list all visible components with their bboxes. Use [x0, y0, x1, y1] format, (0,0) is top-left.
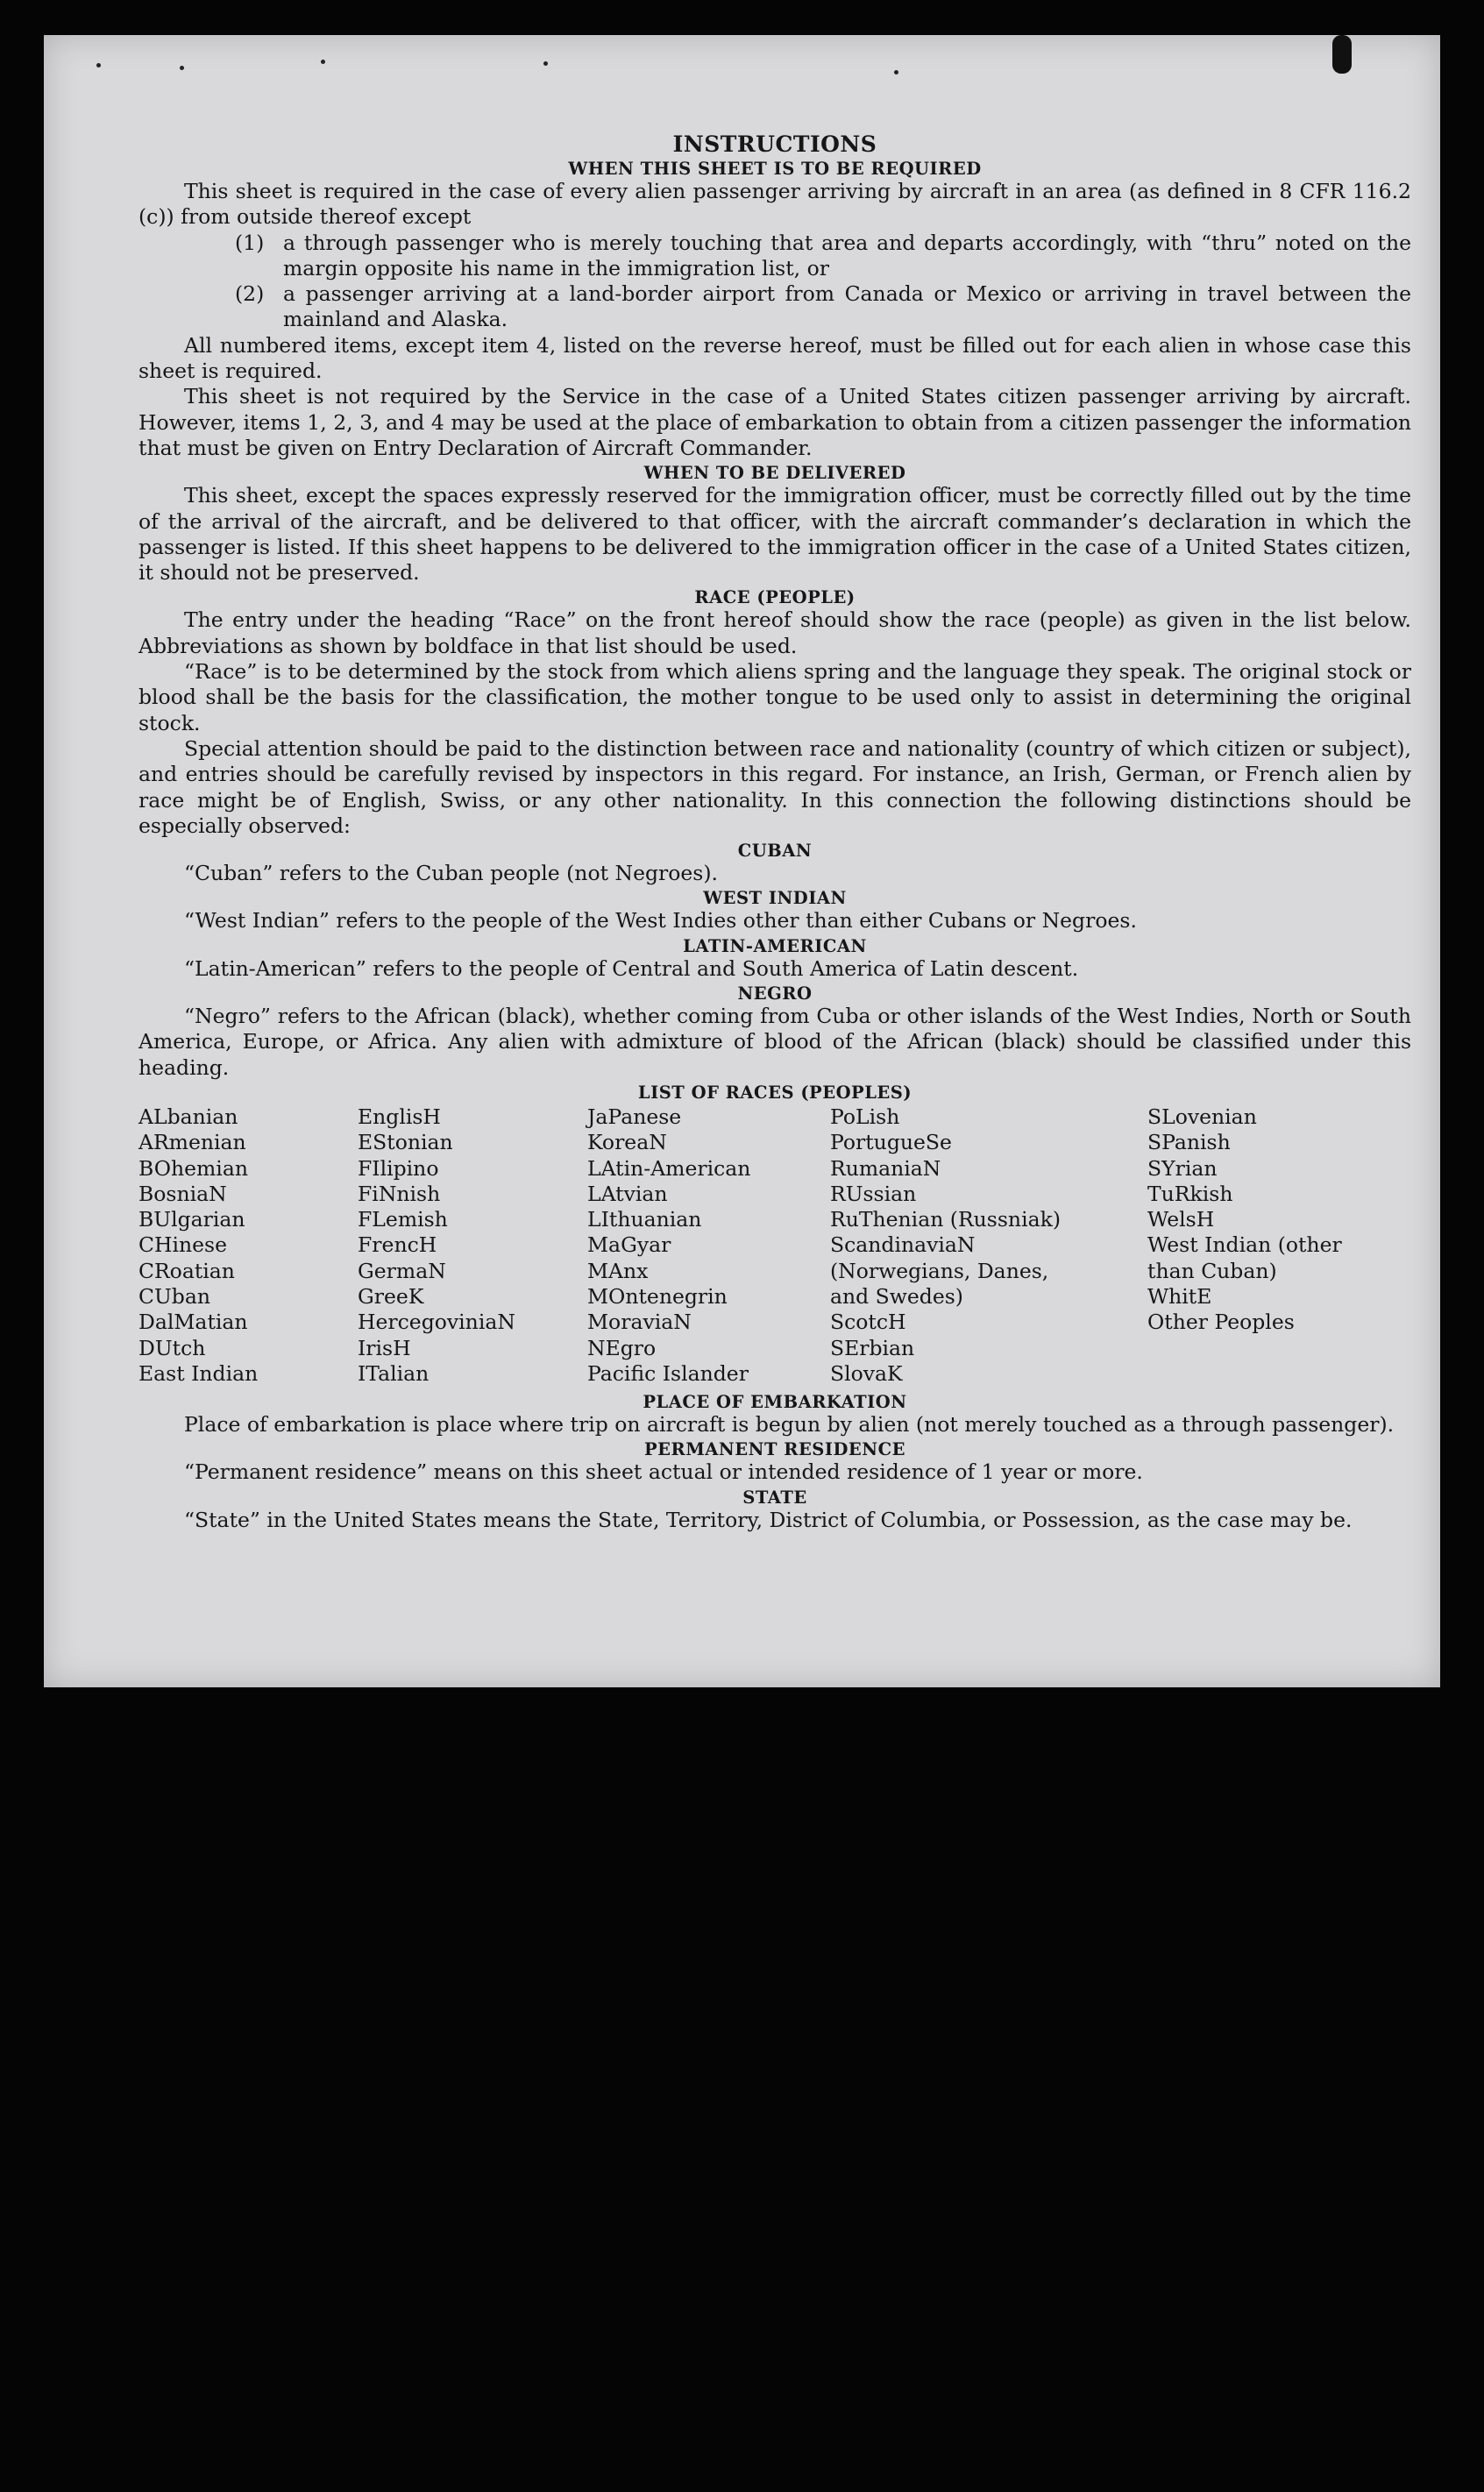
race-entry: FiNnish: [358, 1181, 441, 1206]
race-list: [138, 1104, 1411, 1387]
race-entry: WelsH: [1147, 1207, 1215, 1232]
race-entry: LAtvian: [587, 1181, 668, 1206]
race-entry: EnglisH: [358, 1104, 441, 1129]
race-entry: ITalian: [358, 1360, 430, 1386]
race-entry: Other Peoples: [1147, 1310, 1295, 1335]
paragraph: Special attention should be paid to the distinction between race and nationality (country of which citizen or subject), and entries should be carefully revised by inspectors in this regard. For instance, an Irish, German, or French alien by race might be of English, Swiss, or any other nationality. In this connection the following distinctions should be especially observed:: [138, 735, 1411, 838]
race-entry: ARmenian: [138, 1130, 246, 1155]
heading-cuban: CUBAN: [737, 841, 813, 862]
numbered-item: [235, 281, 1411, 333]
race-entry: MoraviaN: [587, 1310, 692, 1335]
race-column-5: [1147, 1104, 1410, 1387]
heading-place-of-embarkation: PLACE OF EMBARKATION: [643, 1392, 907, 1413]
race-entry: PoLish: [830, 1104, 900, 1129]
speck-mark: [321, 60, 325, 64]
race-entry: LAtin-American: [587, 1155, 751, 1181]
race-entry: East Indian: [138, 1360, 259, 1386]
binder-clip-mark: [1332, 35, 1352, 74]
race-entry: LIthuanian: [587, 1207, 702, 1232]
paragraph: “Cuban” refers to the Cuban people (not Negroes).: [184, 861, 719, 886]
race-entry: Pacific Islander: [587, 1360, 749, 1386]
speck-mark: [180, 66, 184, 70]
race-entry: CUban: [138, 1283, 210, 1309]
race-entry: ScotcH: [830, 1310, 906, 1335]
race-entry: RuThenian (Russniak): [830, 1207, 1061, 1232]
paragraph: All numbered items, except item 4, listed on the reverse hereof, must be filled out for each alien in whose case this sheet is required.: [138, 332, 1411, 384]
race-entry: JaPanese: [587, 1104, 682, 1129]
paragraph: “State” in the United States means the State, Territory, District of Columbia, or Possession, as the case may be.: [184, 1507, 1353, 1532]
race-entry: RUssian: [830, 1181, 917, 1206]
race-entry: TuRkish: [1147, 1181, 1233, 1206]
paragraph: “West Indian” refers to the people of the West Indies other than either Cubans or Negroes.: [184, 908, 1137, 934]
race-entry: KoreaN: [587, 1130, 667, 1155]
race-entry: PortugueSe: [830, 1130, 952, 1155]
race-entry: RumaniaN: [830, 1155, 941, 1181]
document-sheet: [44, 35, 1440, 1687]
race-entry: CHinese: [138, 1232, 227, 1258]
paragraph: “Negro” refers to the African (black), whether coming from Cuba or other islands of the West Indies, North or South America, Europe, or Africa. Any alien with admixture of blood of the African (black) should be classified under this heading.: [138, 1004, 1411, 1080]
race-entry: SErbian: [830, 1335, 915, 1360]
race-entry: GermaN: [358, 1258, 446, 1283]
heading-state: STATE: [742, 1487, 807, 1508]
paragraph: “Race” is to be determined by the stock from which aliens spring and the language they speak. The original stock or blood shall be the basis for the classification, the mother tongue to be used only to assist in determining the original stock.: [138, 659, 1411, 735]
race-entry: MaGyar: [587, 1232, 671, 1258]
race-entry: SYrian: [1147, 1155, 1218, 1181]
paragraph: This sheet is not required by the Service in the case of a United States citizen passenger arriving by aircraft. However, items 1, 2, 3, and 4 may be used at the place of embarkation to obtain from a citizen passenger the information that must be given on Entry Declaration of Aircraft Commander.: [138, 384, 1411, 460]
race-entry: SLovenian: [1147, 1104, 1257, 1129]
paragraph: “Permanent residence” means on this sheet actual or intended residence of 1 year or more.: [184, 1459, 1143, 1485]
race-entry: WhitE: [1147, 1283, 1212, 1309]
speck-mark: [543, 61, 548, 66]
race-entry: GreeK: [358, 1283, 424, 1309]
race-entry: BUlgarian: [138, 1207, 245, 1232]
race-entry: MOntenegrin: [587, 1283, 728, 1309]
paragraph: This sheet is required in the case of every alien passenger arriving by aircraft in an area (as defined in 8 CFR 116.2 (c)) from outside thereof except: [138, 179, 1411, 230]
race-entry: SlovaK: [830, 1360, 903, 1386]
race-entry: FrencH: [358, 1232, 437, 1258]
race-entry: HercegoviniaN: [358, 1310, 515, 1335]
paragraph: The entry under the heading “Race” on the front hereof should show the race (people) as given in the list below. Abbreviations as shown by boldface in that list should be used.: [138, 607, 1411, 658]
heading-when-delivered: WHEN TO BE DELIVERED: [643, 463, 906, 484]
race-entry: NEgro: [587, 1335, 657, 1360]
heading-latin-american: LATIN-AMERICAN: [683, 935, 867, 956]
race-entry: BosniaN: [138, 1181, 227, 1206]
speck-mark: [96, 63, 101, 67]
item-number: (1): [235, 230, 265, 255]
race-entry: ALbanian: [138, 1104, 238, 1129]
race-entry: FIlipino: [358, 1155, 439, 1181]
heading-when-required: WHEN THIS SHEET IS TO BE REQUIRED: [568, 159, 982, 179]
page-title: INSTRUCTIONS: [672, 131, 877, 157]
race-entry: IrisH: [358, 1335, 411, 1360]
race-entry: BOhemian: [138, 1155, 248, 1181]
paragraph: This sheet, except the spaces expressly reserved for the immigration officer, must be correctly filled out by the time of the arrival of the aircraft, and be delivered to that officer, with the aircraft commander’s declaration in which the passenger is listed. If this sheet happens to be delivered to the immigration officer in the case of a United States citizen, it should not be preserved.: [138, 483, 1411, 586]
race-column-1: [138, 1104, 358, 1387]
race-entry: FLemish: [358, 1207, 448, 1232]
heading-list-of-races: LIST OF RACES (PEOPLES): [637, 1082, 912, 1103]
item-text: a passenger arriving at a land-border airport from Canada or Mexico or arriving in travel between the mainland and Alaska.: [283, 281, 1411, 332]
heading-negro: NEGRO: [737, 983, 813, 1005]
paragraph: “Latin-American” refers to the people of Central and South America of Latin descent.: [184, 955, 1079, 981]
item-text: a through passenger who is merely touching that area and departs accordingly, with “thru” noted on the margin opposite his name in the immigration list, or: [283, 230, 1411, 280]
heading-race: RACE (PEOPLE): [694, 587, 856, 608]
heading-west-indian: WEST INDIAN: [703, 888, 847, 909]
heading-permanent-residence: PERMANENT RESIDENCE: [643, 1439, 905, 1460]
race-entry: DalMatian: [138, 1310, 248, 1335]
race-entry: ScandinaviaN (Norwegians, Danes, and Swedes): [830, 1232, 1049, 1309]
race-entry: DUtch: [138, 1335, 206, 1360]
numbered-item: [235, 231, 1411, 282]
speck-mark: [894, 70, 898, 75]
race-column-2: [358, 1104, 587, 1387]
race-entry: EStonian: [358, 1130, 453, 1155]
instructions-content: [138, 98, 1411, 1533]
race-column-4: [830, 1104, 1147, 1387]
race-column-3: [587, 1104, 830, 1387]
paragraph: Place of embarkation is place where trip on aircraft is begun by alien (not merely touched as a through passenger).: [184, 1412, 1395, 1438]
race-entry: MAnx: [587, 1258, 649, 1283]
race-entry: CRoatian: [138, 1258, 235, 1283]
race-entry: West Indian (other than Cuban): [1147, 1232, 1342, 1283]
item-number: (2): [235, 281, 265, 307]
race-entry: SPanish: [1147, 1130, 1231, 1155]
